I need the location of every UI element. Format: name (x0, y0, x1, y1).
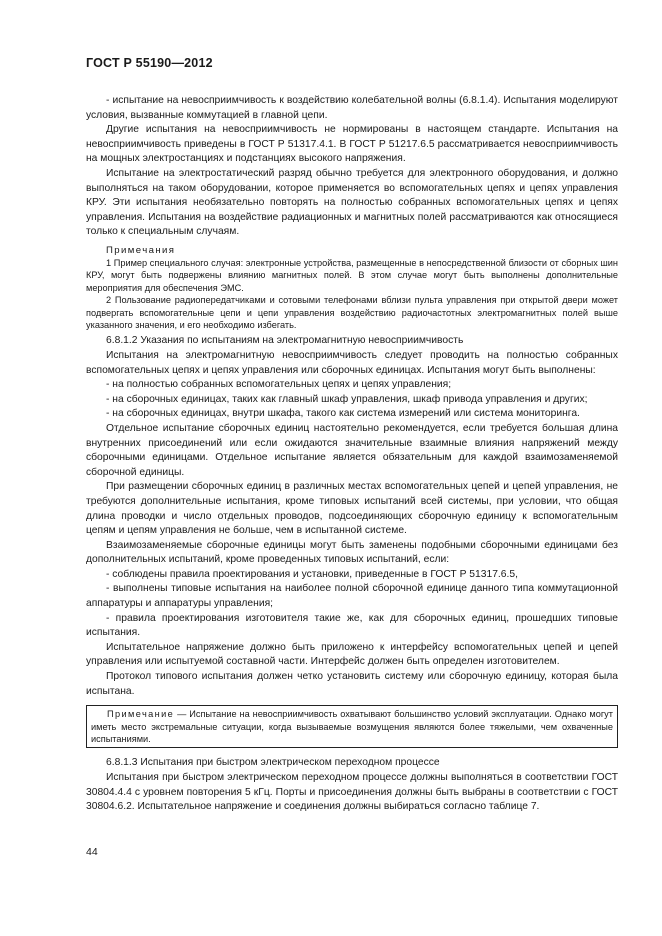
notes-title: Примечания (106, 244, 176, 256)
list-item: - на сборочных единицах, таких как главный шкаф управления, шкаф привода управления и других; (106, 393, 588, 405)
list-item: - на сборочных единицах, внутри шкафа, такого как система измерений или система мониторинга. (106, 408, 580, 420)
paragraph: Испытания при быстром электрическом переходном процессе должны выполняться в соответствии ГОСТ 30804.4.4 с уровнем повторения 5 кГц. Порты и присоединения должны быть выбраны в соответствии с ГОСТ 30804.6.2. Испытательное напряжение и соединения должны выбираться согласно таблице 7. (86, 772, 618, 813)
boxed-note-label: Примечание (107, 709, 175, 720)
note-item: 1 Пример специального случая: электронные устройства, размещенные в непосредственной близости от сборных шин КРУ, могут быть подвержены влиянию магнитных полей. В этом случае могут быть выполнены дополнительные мероприятия для обеспечения ЭМС. (86, 257, 618, 293)
paragraph: При размещении сборочных единиц в различных местах вспомогательных цепей и цепей управления, не требуются дополнительные испытания, кроме типовых испытаний всей системы, при условии, что общая длина проводки и число отдельных проводов, подсоединяющих сборочную единицу к вспомогательным цепям и цепям управления не больше, чем в испытанной системе. (86, 481, 618, 537)
page-content (86, 94, 618, 815)
page-header: ГОСТ Р 55190—2012 (86, 56, 213, 70)
paragraph: Испытания на электромагнитную невосприимчивость следует проводить на полностью собранных вспомогательных цепях и цепях управления или сборочных единицах. Испытания могут быть выполнены: (86, 349, 618, 376)
section-heading: 6.8.1.2 Указания по испытаниям на электромагнитную невосприимчивость (106, 335, 464, 347)
paragraph: Взаимозаменяемые сборочные единицы могут быть заменены подобными сборочными единицами без дополнительных испытаний, кроме проведенных типовых испытаний, если: (86, 539, 618, 566)
paragraph: Испытание на электростатический разряд обычно требуется для электронного оборудования, и должно выполняться на таком оборудовании, которое применяется во вспомогательных цепях и цепях управления КРУ. Эти испытания необязательно повторять на полностью собранных вспомогательных цепях и цепях управления. Испытания на воздействие радиационных и магнитных полей рассматриваются как относящиеся только к специальным случаям. (86, 167, 618, 238)
page-number: 44 (86, 846, 98, 858)
list-item: - правила проектирования изготовителя такие же, как для сборочных единиц, прошедших типовые испытания. (86, 612, 618, 639)
paragraph: Отдельное испытание сборочных единиц настоятельно рекомендуется, если требуется большая длина внутренних присоединений или если ожидаются значительные взаимные влияния напряжений между сборочными единицами. Отдельное испытание является обязательным для каждой взаимозаменяемой сборочной единицы. (86, 422, 618, 478)
boxed-note-text: — Испытание на невосприимчивость охватывают большинство условий эксплуатации. Однако могут иметь место экстремальные ситуации, когда вызываемые возмущения являются более тяжелыми, чем охваченные испытаниями. (91, 709, 613, 745)
list-item: - соблюдены правила проектирования и установки, приведенные в ГОСТ Р 51317.6.5, (106, 568, 518, 580)
section-heading: 6.8.1.3 Испытания при быстром электрическом переходном процессе (106, 757, 440, 769)
paragraph: Испытательное напряжение должно быть приложено к интерфейсу вспомогательных цепей и цепей управления или испытуемой составной части. Интерфейс должен быть определен изготовителем. (86, 641, 618, 668)
list-item: - выполнены типовые испытания на наиболее полной сборочной единице данного типа коммутационной аппаратуры и аппаратуры управления; (86, 583, 618, 610)
paragraph: Другие испытания на невосприимчивость не нормированы в настоящем стандарте. Испытания на невосприимчивость приведены в ГОСТ Р 51317.4.1. В ГОСТ Р 51217.6.5 рассматривается невосприимчивость на мощных электростанциях и подстанциях высокого напряжения. (86, 124, 618, 165)
paragraph: Протокол типового испытания должен четко установить систему или сборочную единицу, которая была испытана. (86, 671, 618, 697)
list-item: - на полностью собранных вспомогательных цепях и цепях управления; (106, 379, 452, 391)
paragraph: - испытание на невосприимчивость к воздействию колебательной волны (6.8.1.4). Испытания моделируют условия, вызванные коммутацией в главной цепи. (86, 95, 618, 121)
boxed-note (86, 705, 618, 748)
note-item: 2 Пользование радиопередатчиками и сотовыми телефонами вблизи пульта управления при открытой двери может подвергать вспомогательные цепи и цепи управления воздействию радиочастотных электромагнитных полей выше указанного значения, и его необходимо избегать. (86, 295, 618, 330)
